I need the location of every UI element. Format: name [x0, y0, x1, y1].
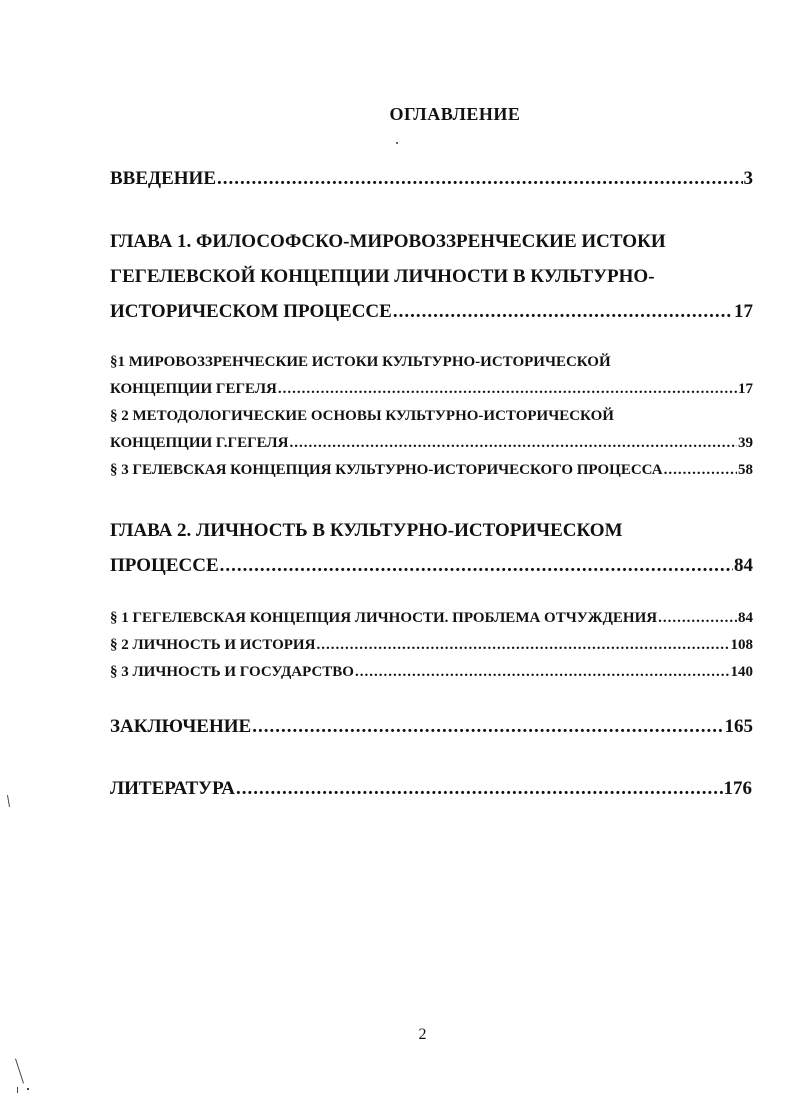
toc-page-number: 17 [738, 381, 753, 397]
toc-entry-intro [110, 161, 753, 196]
toc-page-number: 3 [743, 168, 753, 189]
chapter-title-line: ПРОЦЕССЕ [110, 555, 219, 576]
dot-leader [278, 376, 737, 403]
dot-leader [217, 161, 743, 196]
dot-leader [220, 548, 733, 583]
chapter-title-line: ГЛАВА 2. ЛИЧНОСТЬ В КУЛЬТУРНО-ИСТОРИЧЕСКОМ [110, 520, 623, 541]
toc-page-number: 140 [730, 664, 753, 680]
toc-page-number: 84 [738, 610, 753, 626]
toc-page-number: 108 [730, 637, 753, 653]
toc-page-number: 39 [738, 435, 753, 451]
toc-entry-label: ЛИТЕРАТУРА [110, 778, 236, 799]
section-title-line: § 3 ЛИЧНОСТЬ И ГОСУДАРСТВО [110, 664, 354, 680]
chapter-title-line: ГЕГЕЛЕВСКОЙ КОНЦЕПЦИИ ЛИЧНОСТИ В КУЛЬТУРНО- [110, 266, 655, 287]
toc-page-number: 58 [738, 462, 753, 478]
dot-leader [289, 430, 737, 457]
toc-entry-chapter-2 [110, 513, 753, 583]
toc-page-number: 176 [723, 778, 752, 799]
section-title-line: § 3 ГЕЛЕВСКАЯ КОНЦЕПЦИЯ КУЛЬТУРНО-ИСТОРИЧЕСКОГО ПРОЦЕССА [110, 462, 663, 478]
section-title-line: § 1 ГЕГЕЛЕВСКАЯ КОНЦЕПЦИЯ ЛИЧНОСТИ. ПРОБЛЕМА ОТЧУЖДЕНИЯ [110, 610, 658, 626]
chapter-title-line: ГЛАВА 1. ФИЛОСОФСКО-МИРОВОЗЗРЕНЧЕСКИЕ ИСТОКИ [110, 231, 666, 252]
dot-leader [393, 294, 733, 329]
scan-speck [396, 142, 398, 144]
toc-sections-chapter-2 [110, 605, 753, 686]
dot-leader [664, 457, 737, 484]
dot-leader [658, 605, 737, 632]
page-number: 2 [418, 1026, 427, 1043]
chapter-title-line: ИСТОРИЧЕСКОМ ПРОЦЕССЕ [110, 301, 392, 322]
dot-leader [252, 709, 723, 744]
toc-sections-chapter-1 [110, 349, 753, 484]
dot-leader [355, 659, 730, 686]
section-title-line: §1 МИРОВОЗЗРЕНЧЕСКИЕ ИСТОКИ КУЛЬТУРНО-ИСТОРИЧЕСКОЙ [110, 354, 611, 370]
section-title-line: КОНЦЕПЦИИ ГЕГЕЛЯ [110, 381, 277, 397]
dot-leader [316, 632, 729, 659]
toc-page-number: 165 [724, 716, 753, 737]
toc-entry-label: ЗАКЛЮЧЕНИЕ [110, 716, 252, 737]
toc-entry-chapter-1 [110, 224, 753, 329]
scan-mark [7, 795, 10, 807]
scan-mark [15, 1058, 24, 1083]
toc-entry-label: ВВЕДЕНИЕ [110, 168, 216, 189]
section-title-line: КОНЦЕПЦИИ Г.ГЕГЕЛЯ [110, 435, 289, 451]
section-title-line: § 2 ЛИЧНОСТЬ И ИСТОРИЯ [110, 637, 316, 653]
section-title-line: § 2 МЕТОДОЛОГИЧЕСКИЕ ОСНОВЫ КУЛЬТУРНО-ИСТОРИЧЕСКОЙ [110, 408, 614, 424]
dot-leader [236, 771, 722, 806]
toc-entry-literature [110, 771, 752, 806]
page-title: ОГЛАВЛЕНИЕ [389, 104, 521, 124]
scan-mark [17, 1087, 18, 1093]
toc-entry-conclusion [110, 709, 753, 744]
toc-page-number: 84 [734, 555, 753, 576]
scan-mark [27, 1088, 29, 1090]
toc-page-number: 17 [734, 301, 753, 322]
